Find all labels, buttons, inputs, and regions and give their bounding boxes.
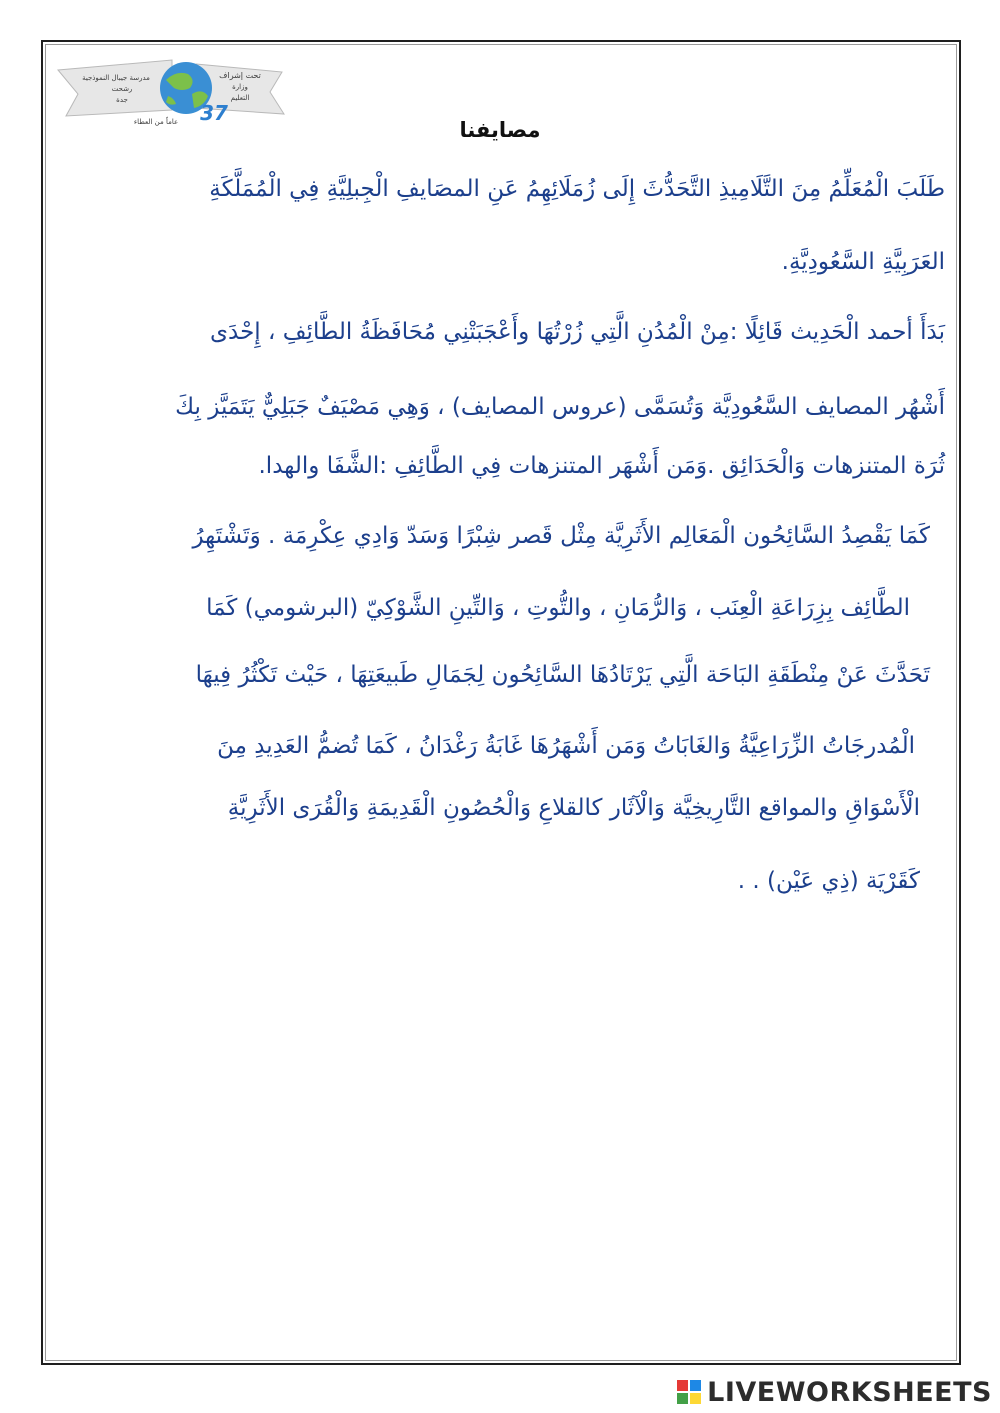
text-line-7: الطَّائِف بِزِرَاعَةِ الْعِنَب ، وَالرُّمَانِ ، والتُّوتِ ، وَالتِّينِ الشَّوْكِيّ (البرشومي) كَمَا bbox=[206, 595, 910, 621]
text-line-4: أَشْهُر المصايف السَّعُودِيَّة وَتُسَمَّى (عروس المصايف) ، وَهِي مَصْيَفٌ جَبَلِيٌّ يَتَمَيَّز بِكَ bbox=[175, 394, 945, 420]
text-line-2: العَرَبِيَّةِ السَّعُودِيَّةِ. bbox=[781, 249, 945, 275]
document-title: مصايفنا bbox=[459, 118, 541, 142]
logo-line-1: تحت إشراف bbox=[219, 71, 261, 80]
logo-line-3: رشحت bbox=[111, 85, 133, 93]
text-line-10: الْأَسْوَاقِ والمواقع التَّارِيخِيَّة وَالْآثَار كالقلاعِ وَالْحُصُونِ الْقَدِيمَةِ وَالْقُرَى الأَثَرِيَّةِ bbox=[227, 795, 920, 821]
liveworksheets-logo-icon bbox=[677, 1380, 701, 1404]
page-inner-rule bbox=[45, 44, 957, 1361]
text-line-9: الْمُدرجَاتُ الزِّرَاعِيَّةُ وَالغَابَاتُ وَمَن أَشْهَرُهَا غَابَةُ رَغْدَانُ ، كَمَا تُضمُّ العَدِيدِ مِنَ bbox=[217, 733, 915, 759]
logo-line-6: التعليم bbox=[230, 94, 250, 102]
text-line-3: بَدَأَ أحمد الْحَدِيث قَائِلًا :مِنْ الْمُدُنِ الَّتِي زُرْتُهَا وأَعْجَبَتْنِي مُحَافَظَةُ الطَّائِفِ ، إِحْدَى bbox=[210, 319, 945, 345]
liveworksheets-brand bbox=[677, 1375, 992, 1409]
logo-years: 37 bbox=[200, 101, 228, 125]
school-logo bbox=[56, 58, 288, 128]
text-line-8: تَحَدَّثَ عَنْ مِنْطَقَةِ البَاحَة الَّتِي يَرْتَادُهَا السَّائِحُون لِجَمَالِ طَبيعَتِهَا ، حَيْث تَكْثُرُ فِيهَا bbox=[195, 662, 930, 688]
logo-line-2: مدرسة جيبال النموذجية bbox=[82, 74, 150, 82]
logo-tagline: عاماً من العطاء bbox=[133, 118, 179, 126]
text-line-6: كَمَا يَقْصِدُ السَّائِحُون الْمَعَالِم الأَثَرِيَّة مِثْل قَصر شِبْرًا وَسَدّ وَادِي عِكْرِمَة . وَتَشْتَهِرُ bbox=[192, 523, 930, 549]
text-line-11: كَقَرْيَة (ذِي عَيْن) . . bbox=[737, 868, 920, 894]
liveworksheets-brand-text: LIVEWORKSHEETS bbox=[707, 1376, 992, 1408]
text-line-1: طَلَبَ الْمُعَلِّمُ مِنَ التَّلَامِيذِ التَّحَدُّثَ إِلَى زُمَلَائِهِمُ عَنِ المصَايفِ الْجِبلِيَّةِ فِي الْمُمَلَّكَةِ bbox=[209, 176, 945, 202]
text-line-5: ثُرَة المتنزهات وَالْحَدَائِق .وَمَن أَشْهَر المتنزهات فِي الطَّائِفِ :الشَّفَا والهدا. bbox=[258, 453, 945, 479]
logo-line-5: وزارة bbox=[232, 83, 248, 91]
logo-line-4: جدة bbox=[116, 96, 128, 104]
